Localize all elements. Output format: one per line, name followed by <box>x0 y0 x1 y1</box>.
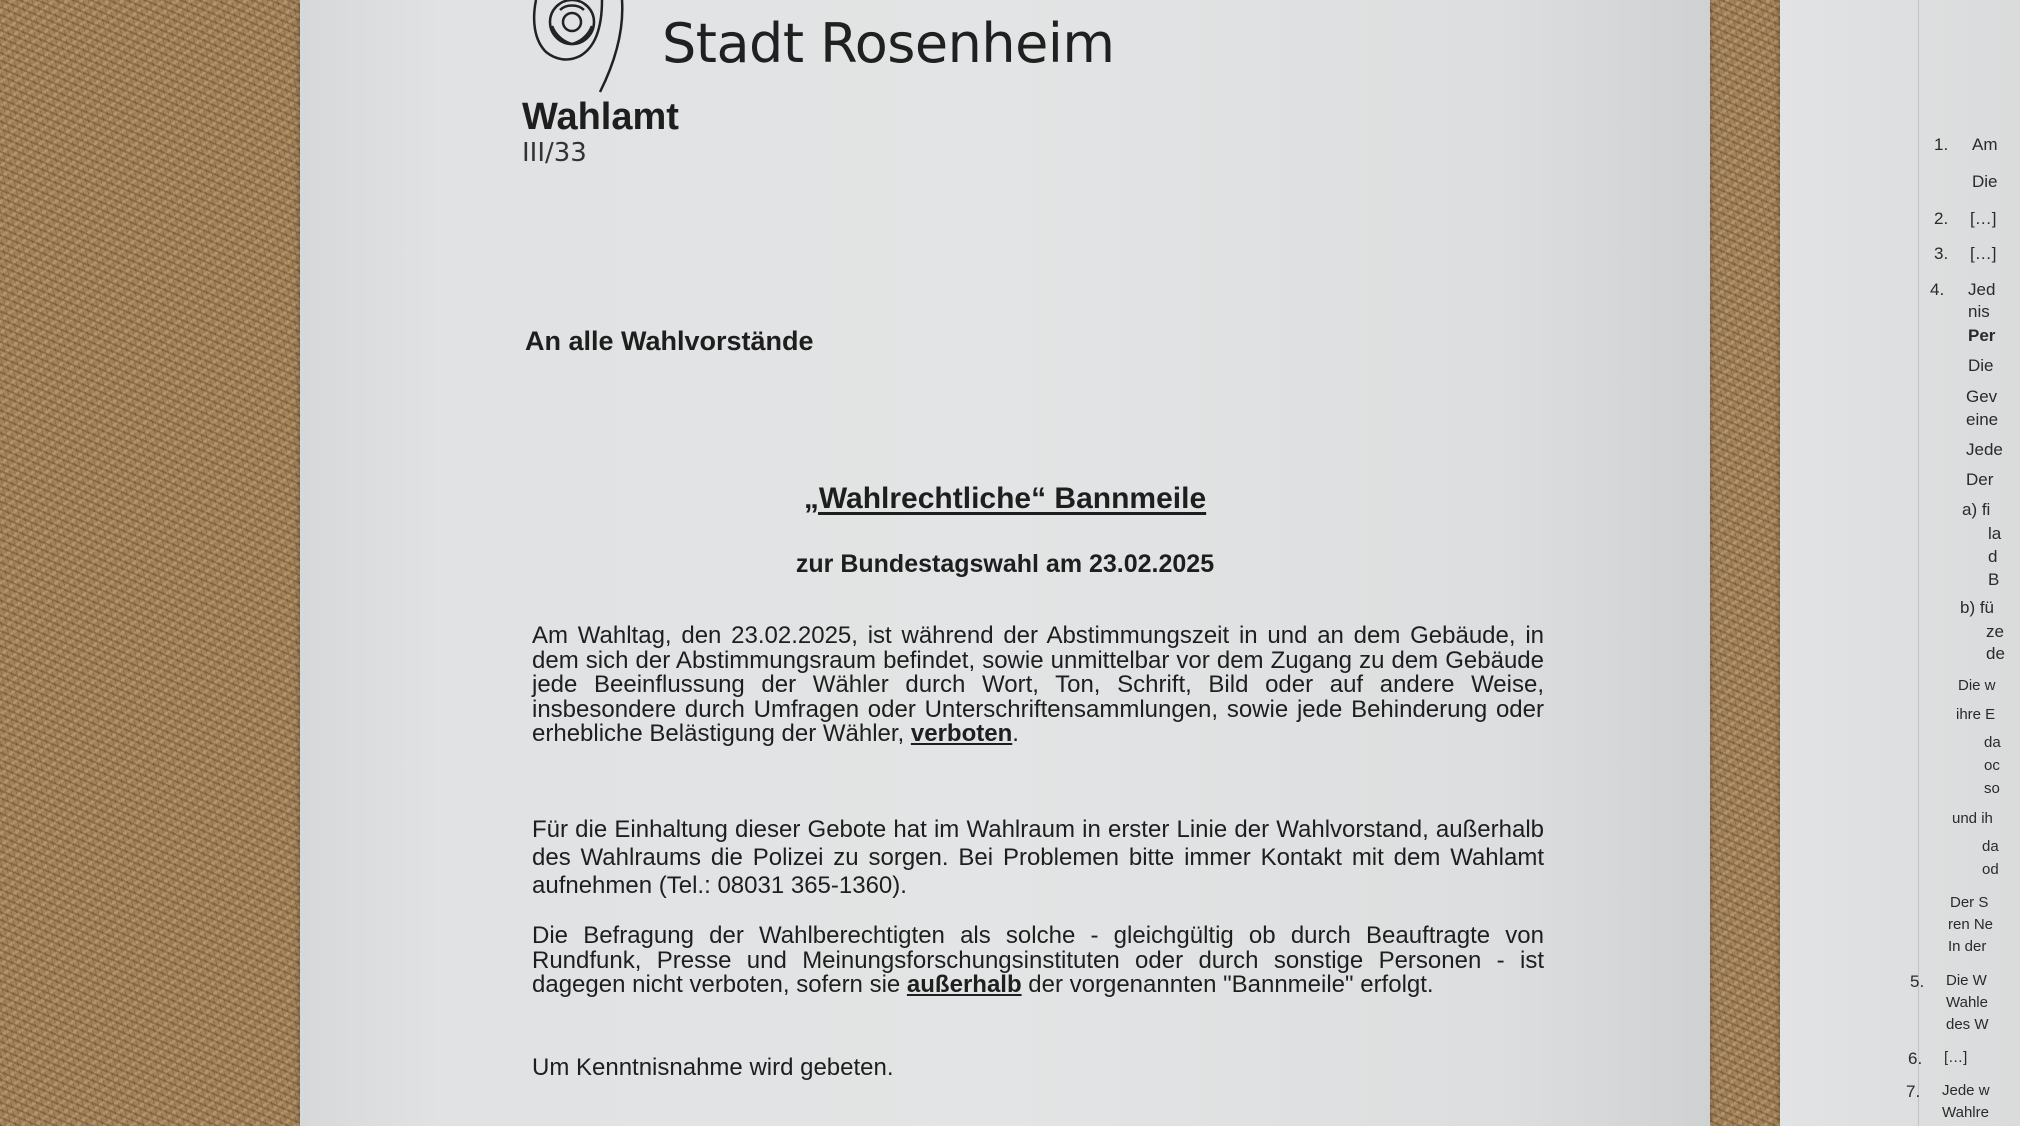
text-fragment: Jed <box>1968 280 1996 299</box>
text-fragment: Die W <box>1946 972 1987 989</box>
addressee-line: An alle Wahlvorstände <box>525 326 814 356</box>
paragraph-prohibition <box>532 624 1544 747</box>
paragraph-survey-text: Die Befragung der Wahlberechtigten als solche - gleichgültig ob durch Beauftragte von Rundfunk, Presse und Meinungsforschungsinstituten oder durch sonstige Personen - ist dagegen nicht verboten, sofern sie <box>532 922 1544 998</box>
adjacent-document-page <box>1780 0 2020 1126</box>
paragraph-survey-end: der vorgenannten "Bannmeile" erfolgt. <box>1021 971 1434 998</box>
list-number: 5. <box>1910 972 1925 991</box>
text-fragment: B <box>1988 570 2000 589</box>
text-fragment: od <box>1982 861 1999 878</box>
text-fragment: Jede w <box>1942 1082 1990 1099</box>
text-fragment: Wahle <box>1946 994 1988 1011</box>
text-fragment: und ih <box>1952 810 1993 827</box>
text-fragment: Gev <box>1966 387 1998 406</box>
text-fragment: […] <box>1970 209 1997 228</box>
emphasis-verboten: verboten <box>910 720 1013 747</box>
text-fragment: […] <box>1944 1049 1968 1066</box>
text-fragment: Der <box>1966 470 1994 489</box>
paragraph-enforcement: Für die Einhaltung dieser Gebote hat im Wahlraum in erster Linie der Wahlvorstand, außerhalb des Wahlraums die Polizei zu sorgen. Bei Problemen bitte immer Kontakt mit dem Wahlamt aufnehmen (Tel.: 08031 365-1360). <box>532 816 1544 899</box>
text-fragment: ze <box>1986 622 2004 641</box>
text-fragment: Jede <box>1966 440 2003 459</box>
notice-document <box>300 0 1710 1126</box>
text-fragment: Die <box>1968 356 1994 375</box>
text-fragment: d <box>1988 547 1998 566</box>
text-fragment: Die <box>1972 172 1998 191</box>
list-number: 2. <box>1934 209 1949 228</box>
list-number: 7. <box>1906 1082 1921 1101</box>
text-fragment: da <box>1982 838 1999 855</box>
department-name: Wahlamt <box>522 96 679 138</box>
list-number: 1. <box>1934 135 1949 154</box>
text-fragment: Der S <box>1950 894 1989 911</box>
city-coat-of-arms-rose-icon <box>522 0 632 92</box>
text-fragment: nis <box>1968 302 1990 321</box>
text-fragment: […] <box>1970 244 1997 263</box>
text-fragment: ren Ne <box>1948 916 1994 933</box>
city-name-heading: Stadt Rosenheim <box>662 12 1115 75</box>
text-fragment: Die w <box>1958 677 1996 694</box>
closing-line: Um Kenntnisnahme wird gebeten. <box>532 1054 894 1081</box>
list-number: 3. <box>1934 244 1949 263</box>
text-fragment: Wahlre <box>1942 1104 1989 1121</box>
text-fragment: eine <box>1966 410 1999 429</box>
list-number: 4. <box>1930 280 1945 299</box>
text-fragment: b) fü <box>1960 598 1995 617</box>
text-fragment: da <box>1984 734 2001 751</box>
document-subtitle: zur Bundestagswahl am 23.02.2025 <box>795 550 1215 578</box>
page-fold-line <box>1918 0 1919 1126</box>
list-number: 6. <box>1908 1049 1923 1068</box>
emphasis-ausserhalb: außerhalb <box>906 971 1022 998</box>
text-fragment: la <box>1988 524 2002 543</box>
paragraph-prohibition-end: . <box>1012 720 1019 747</box>
text-fragment: Per <box>1968 326 1996 345</box>
paragraph-prohibition-text: Am Wahltag, den 23.02.2025, ist während der Abstimmungszeit in und an dem Gebäude, in dem sich der Abstimmungsraum befindet, sowie unmittelbar vor dem Zugang zu dem Gebäude jede Beeinflussung der Wähler durch Wort, Ton, Schrift, Bild oder auf andere Weise, insbesondere durch Umfragen oder Unterschriftensammlungen, sowie jede Behinderung oder erhebliche Belästigung der Wähler, <box>532 622 1544 747</box>
text-fragment: de <box>1986 644 2005 663</box>
text-fragment: Am <box>1972 135 1998 154</box>
paragraph-survey <box>532 924 1544 998</box>
text-fragment: In der <box>1948 938 1987 955</box>
text-fragment: a) fi <box>1962 500 1991 519</box>
reference-code: III/33 <box>522 138 587 168</box>
text-fragment: so <box>1984 780 2000 797</box>
document-title: „Wahlrechtliche“ Bannmeile <box>803 482 1207 515</box>
text-fragment: oc <box>1984 757 2000 774</box>
text-fragment: ihre E <box>1956 706 1996 723</box>
text-fragment: des W <box>1946 1016 1989 1033</box>
